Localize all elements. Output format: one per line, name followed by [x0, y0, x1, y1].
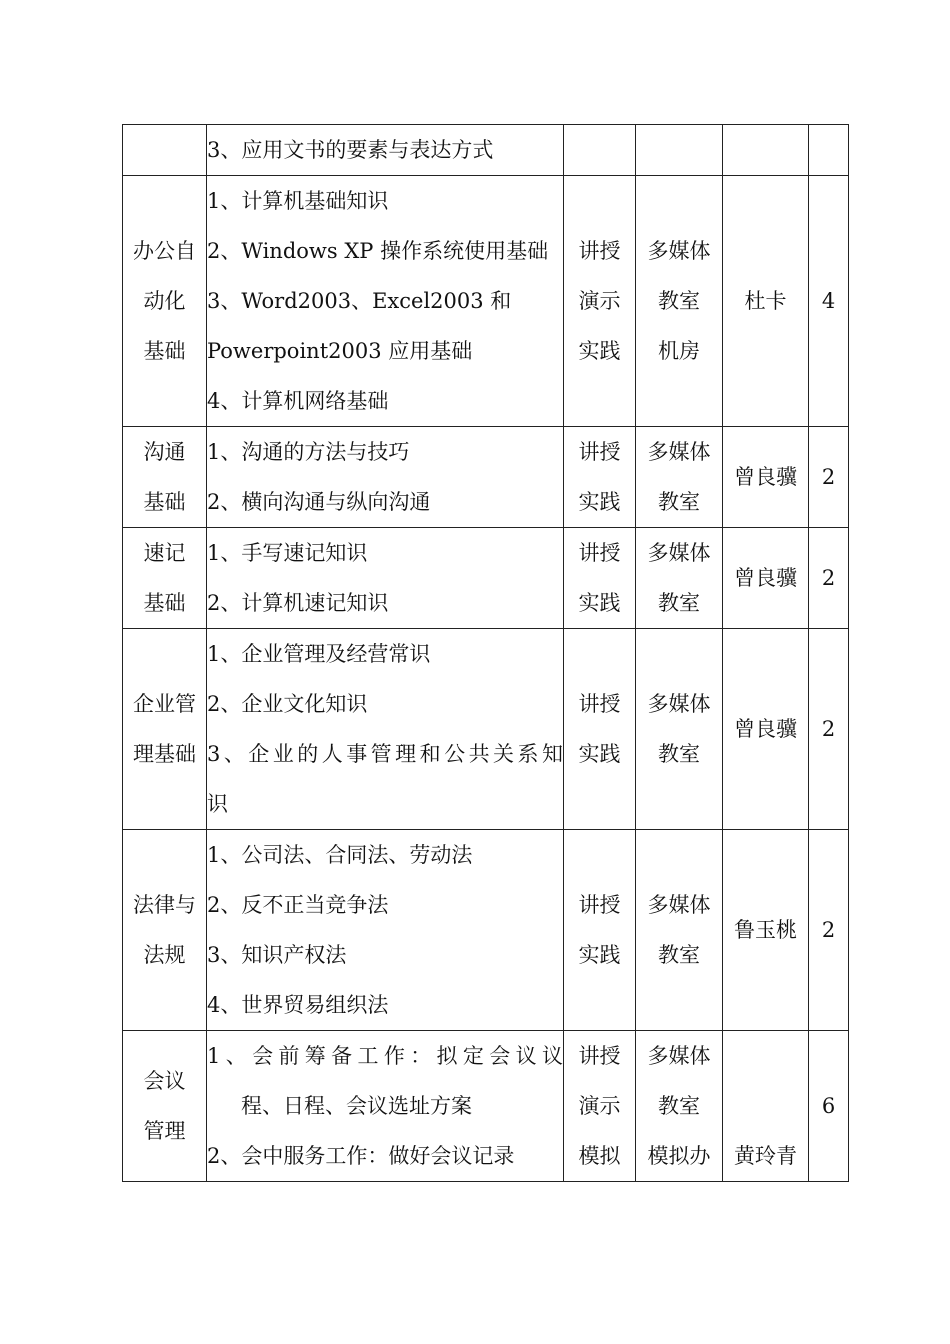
course-content-cell [207, 125, 564, 176]
hours-cell: 2 [809, 528, 849, 629]
course-name-cell [123, 125, 207, 176]
content-line: 1、手写速记知识 [207, 541, 368, 565]
method-line: 实践 [578, 490, 621, 514]
venue-line: 教室 [658, 943, 700, 967]
content-line: 1、企业管理及经营常识 [207, 642, 431, 666]
method-cell [564, 830, 636, 1031]
course-name-line: 企业管 [133, 692, 196, 716]
course-content-cell [207, 830, 564, 1031]
course-name-line: 动化 [143, 289, 186, 313]
content-line: 2、会中服务工作：做好会议记录 [207, 1144, 515, 1168]
course-table [122, 124, 849, 1182]
course-name-cell [123, 528, 207, 629]
method-line: 讲授 [578, 692, 621, 716]
course-name-line: 速记 [143, 541, 186, 565]
venue-line: 多媒体 [647, 440, 711, 464]
content-line: 2、反不正当竞争法 [207, 893, 389, 917]
content-line: 识 [207, 792, 228, 816]
content-line: 3、应用文书的要素与表达方式 [207, 138, 494, 162]
table-row [123, 427, 849, 528]
table-row [123, 125, 849, 176]
method-line: 讲授 [578, 541, 621, 565]
teacher-cell [723, 125, 809, 176]
content-line: 1、公司法、合同法、劳动法 [207, 843, 473, 867]
method-line: 演示 [578, 1094, 621, 1118]
venue-cell [636, 1031, 723, 1182]
method-cell [564, 629, 636, 830]
course-content-cell [207, 528, 564, 629]
method-cell [564, 528, 636, 629]
content-line: 2、计算机速记知识 [207, 591, 389, 615]
venue-line: 机房 [658, 339, 700, 363]
table-row [123, 1031, 849, 1182]
content-line: 4、世界贸易组织法 [207, 993, 389, 1017]
course-name-line: 基础 [143, 490, 186, 514]
course-name-cell [123, 1031, 207, 1182]
venue-cell [636, 629, 723, 830]
table-row [123, 830, 849, 1031]
content-line: 1、计算机基础知识 [207, 189, 389, 213]
table-row [123, 629, 849, 830]
course-name-line: 沟通 [143, 440, 186, 464]
content-line: 3、Word2003、Excel2003 和 [207, 289, 512, 313]
method-line: 讲授 [578, 893, 621, 917]
teacher-cell: 曾良骥 [723, 528, 809, 629]
course-content-cell [207, 629, 564, 830]
venue-line: 教室 [658, 289, 700, 313]
course-name-line: 法律与 [133, 893, 196, 917]
venue-line: 教室 [658, 742, 700, 766]
method-cell [564, 176, 636, 427]
hours-cell: 2 [809, 427, 849, 528]
course-content-cell [207, 427, 564, 528]
venue-cell [636, 176, 723, 427]
content-line: 2、企业文化知识 [207, 692, 368, 716]
content-line: 1、沟通的方法与技巧 [207, 440, 410, 464]
course-content-cell [207, 1031, 564, 1182]
venue-line: 多媒体 [647, 239, 711, 263]
content-line: 2、横向沟通与纵向沟通 [207, 490, 431, 514]
venue-cell [636, 125, 723, 176]
method-line: 演示 [578, 289, 621, 313]
course-name-line: 管理 [143, 1119, 186, 1143]
venue-line: 教室 [658, 490, 700, 514]
teacher-cell: 杜卡 [723, 176, 809, 427]
course-name-cell [123, 629, 207, 830]
venue-line: 教室 [658, 591, 700, 615]
venue-line: 教室 [658, 1094, 700, 1118]
venue-line: 多媒体 [647, 893, 711, 917]
course-name-cell [123, 830, 207, 1031]
content-line: 2、Windows XP 操作系统使用基础 [207, 239, 549, 263]
hours-cell: 4 [809, 176, 849, 427]
venue-line: 多媒体 [647, 692, 711, 716]
content-line: Powerpoint2003 应用基础 [207, 339, 473, 363]
hours-cell: 6 [809, 1031, 849, 1182]
content-line: 4、计算机网络基础 [207, 389, 389, 413]
table-row [123, 528, 849, 629]
hours-cell [809, 125, 849, 176]
venue-cell [636, 427, 723, 528]
course-name-line: 基础 [143, 339, 186, 363]
table-row [123, 176, 849, 427]
venue-cell [636, 528, 723, 629]
venue-line: 多媒体 [647, 1044, 711, 1068]
method-line: 实践 [578, 339, 621, 363]
method-line: 讲授 [578, 1044, 621, 1068]
venue-line: 模拟办 [647, 1144, 711, 1168]
method-cell [564, 1031, 636, 1182]
method-cell [564, 125, 636, 176]
content-line: 3、知识产权法 [207, 943, 347, 967]
hours-cell: 2 [809, 830, 849, 1031]
course-name-cell [123, 176, 207, 427]
method-cell [564, 427, 636, 528]
content-line: 3、企业的人事管理和公共关系知 [207, 742, 563, 766]
venue-line: 多媒体 [647, 541, 711, 565]
method-line: 模拟 [578, 1144, 621, 1168]
content-line: 程、日程、会议选址方案 [241, 1094, 472, 1118]
teacher-cell: 曾良骥 [723, 629, 809, 830]
course-name-line: 会议 [143, 1069, 186, 1093]
method-line: 讲授 [578, 239, 621, 263]
course-name-line: 办公自 [133, 239, 196, 263]
method-line: 实践 [578, 742, 621, 766]
venue-cell [636, 830, 723, 1031]
course-name-cell [123, 427, 207, 528]
course-name-line: 法规 [143, 943, 186, 967]
teacher-cell: 鲁玉桃 [723, 830, 809, 1031]
teacher-cell: 黄玲青 [723, 1031, 809, 1182]
course-name-line: 基础 [143, 591, 186, 615]
method-line: 实践 [578, 943, 621, 967]
method-line: 实践 [578, 591, 621, 615]
hours-cell: 2 [809, 629, 849, 830]
teacher-cell: 曾良骥 [723, 427, 809, 528]
content-line: 1、会前筹备工作：拟定会议议 [207, 1044, 563, 1068]
course-name-line: 理基础 [133, 742, 196, 766]
method-line: 讲授 [578, 440, 621, 464]
course-content-cell [207, 176, 564, 427]
